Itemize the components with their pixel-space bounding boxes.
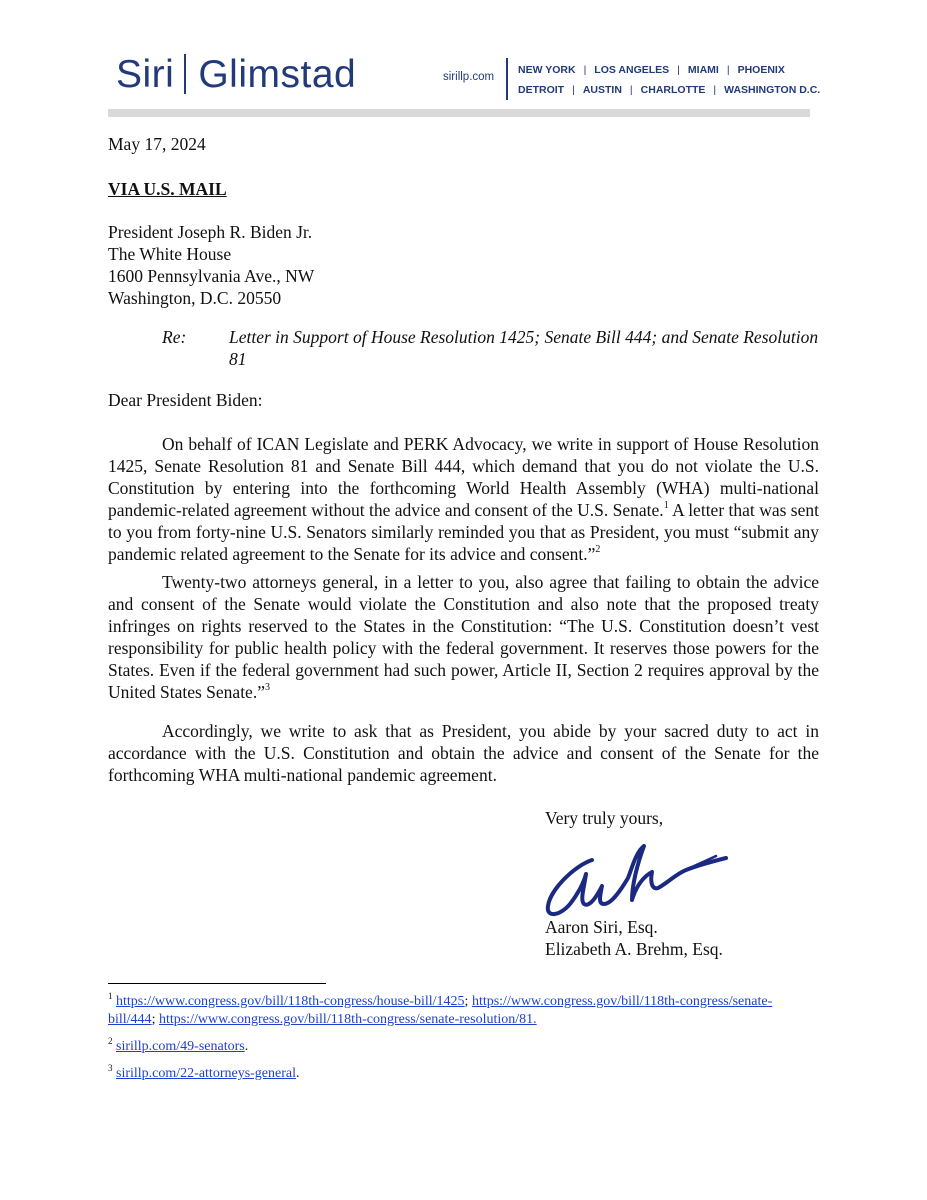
address-line: 1600 Pennsylvania Ave., NW (108, 266, 315, 286)
address-line: The White House (108, 244, 232, 264)
paragraph-text: Accordingly, we write to ask that as President, you abide by your sacred duty to act in accordance with the U.S. Constitution and obtain the advice and consent of the Senate for the forthcoming WHA multi-national pandemic agreement. (108, 721, 819, 785)
footnote-number: 2 (108, 1036, 113, 1046)
office-city: AUSTIN (582, 84, 622, 96)
office-city: CHARLOTTE (640, 84, 706, 96)
office-row-1: NEW YORK | LOS ANGELES | MIAMI | PHOENIX (518, 64, 785, 76)
firm-website: sirillp.com (443, 71, 495, 83)
footnote-link[interactable]: sirillp.com/22-attorneys-general (116, 1066, 296, 1081)
paragraph-text: Twenty-two attorneys general, in a letter to you, also agree that failing to obtain the advice and consent of the Senate would violate the Constitution and also note that the proposed treaty infringes on rights reserved to the States in the Constitution: “The U.S. Constitution doesn’t vest responsibility for public health policy with the federal government. It reserves those powers for the States. Even if the federal government had such power, Article II, Section 2 requires approval by the United States Senate.” (108, 572, 819, 702)
office-city: DETROIT (518, 84, 565, 96)
office-city: WASHINGTON D.C. (724, 84, 821, 96)
office-city: LOS ANGELES (594, 64, 670, 76)
firm-name-first: Siri (116, 53, 175, 96)
firm-logo (116, 52, 356, 98)
address-line: Washington, D.C. 20550 (108, 288, 282, 308)
salutation: Dear President Biden: (108, 390, 263, 410)
signer-name: Aaron Siri, Esq. (545, 917, 658, 937)
letterhead-rule (108, 109, 810, 117)
footnote-period: . (296, 1066, 300, 1081)
footnote-link[interactable]: https://www.congress.gov/bill/118th-congress/senate-bill/444 (108, 994, 773, 1027)
recipient-address (108, 221, 314, 309)
footnote-separator-text: ; (464, 994, 472, 1009)
footnote-link[interactable]: https://www.congress.gov/bill/118th-congress/senate-resolution/81. (158, 1012, 537, 1027)
closing: Very truly yours, (545, 808, 664, 828)
footnote-number: 3 (108, 1063, 113, 1073)
paragraph-text: On behalf of ICAN Legislate and PERK Advocacy, we write in support of House Resolution 1425, Senate Resolution 81 and Senate Bill 444, which demand that you do not violate the U.S. Constitution by entering into the forthcoming World Health Assembly (WHA) multi-national pandemic-related agreement without the advice and consent of the U.S. Senate. (108, 434, 819, 520)
footnote-separator (108, 983, 326, 984)
address-line: President Joseph R. Biden Jr. (108, 222, 313, 242)
paragraph-text: A letter that was sent to you from forty-nine U.S. Senators similarly reminded you that as President, you must “submit any pandemic related agreement to the Senate for its advice and consent.” (108, 500, 819, 564)
office-row-2: DETROIT | AUSTIN | CHARLOTTE | WASHINGTON D.C. (518, 84, 821, 96)
letterhead-divider (506, 58, 508, 100)
footnote-2 (108, 1038, 808, 1056)
subject-label: Re: (162, 327, 187, 347)
footnote-separator-text: ; (151, 1012, 159, 1027)
signature (540, 838, 740, 928)
footnote-number: 1 (108, 991, 113, 1001)
paragraph-1 (108, 433, 819, 565)
footnote-link[interactable]: sirillp.com/49-senators (116, 1039, 245, 1054)
footnote-1 (108, 993, 808, 1029)
logo-divider (184, 54, 186, 94)
paragraph-3 (108, 720, 819, 786)
footnote-period: . (244, 1039, 249, 1054)
footnote-ref: 3 (264, 682, 270, 693)
office-locations (518, 60, 820, 100)
firm-name-second: Glimstad (198, 53, 357, 96)
office-city: PHOENIX (737, 64, 785, 76)
footnote-ref: 1 (663, 500, 669, 511)
letter-date: May 17, 2024 (108, 134, 206, 154)
office-city: NEW YORK (518, 64, 576, 76)
paragraph-2 (108, 571, 819, 703)
footnote-ref: 2 (595, 544, 601, 555)
footnote-link[interactable]: https://www.congress.gov/bill/118th-congress/house-bill/1425 (116, 994, 465, 1009)
signer-name: Elizabeth A. Brehm, Esq. (545, 939, 723, 959)
office-city: MIAMI (687, 64, 719, 76)
footnote-3 (108, 1065, 808, 1083)
subject-line: Letter in Support of House Resolution 1425; Senate Bill 444; and Senate Resolution 81 (229, 327, 819, 369)
signatories (545, 916, 723, 960)
delivery-method: VIA U.S. MAIL (108, 179, 227, 199)
